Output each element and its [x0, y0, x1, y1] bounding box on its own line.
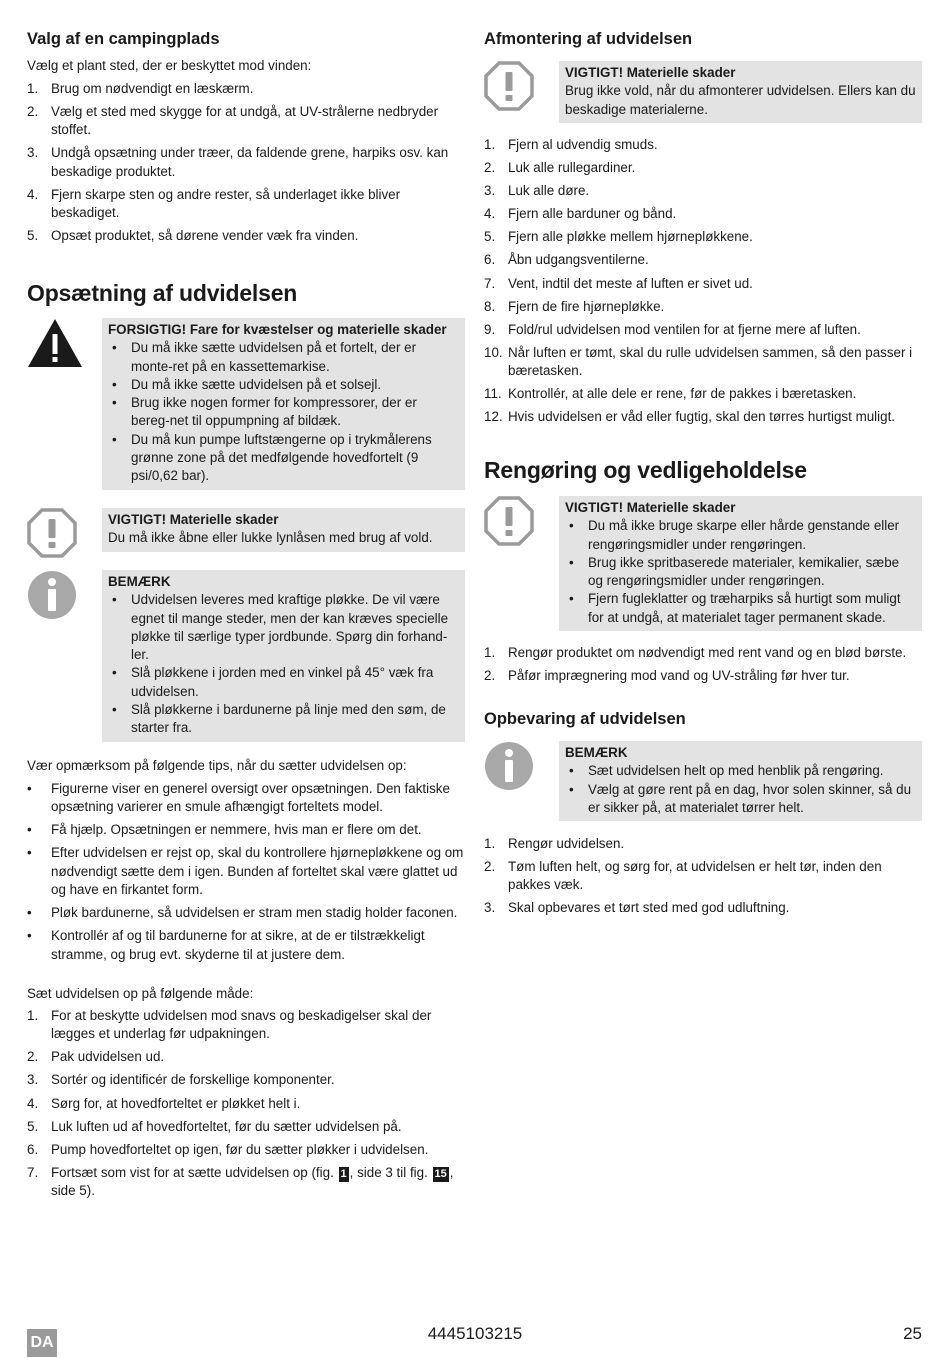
important-notice	[27, 508, 465, 552]
setup-steps	[27, 1007, 465, 1205]
cleaning-steps	[484, 644, 922, 690]
cleaning-notice-list	[565, 517, 916, 627]
list-item: 2. Påfør imprægnering mod vand og UV-stråling før hver tur.	[484, 668, 850, 684]
exclamation-octagon-icon	[484, 496, 534, 546]
caution-box	[102, 318, 465, 490]
list-item: 4. Fjern alle barduner og bånd.	[484, 206, 677, 222]
important-box	[102, 508, 465, 552]
campsite-intro: Vælg et plant sted, der er beskyttet mod vinden:	[27, 58, 312, 73]
list-item: • Udvidelsen leveres med kraftige pløkke. De vil være egnet til mange steder, men der kan kræves specielle pløkke til særlige typer jordbunde. Spørg din forhand-ler.	[108, 591, 459, 664]
info-icon	[484, 741, 534, 791]
note-box	[102, 570, 465, 742]
list-item: 2. Pak udvidelsen ud.	[27, 1049, 165, 1065]
language-badge: DA	[27, 1329, 57, 1357]
list-item: • Få hjælp. Opsætningen er nemmere, hvis man er flere om det.	[27, 821, 465, 839]
list-item: • Efter udvidelsen er rejst op, skal du kontrollere hjørnepløkkene og om nødvendigt sætte dem i igen. Bunden af forteltet skal være glattet ud og have en firkantet form.	[27, 844, 465, 899]
list-item: 5. Fjern alle pløkke mellem hjørnepløkkene.	[484, 229, 753, 245]
storage-note-title: BEMÆRK	[565, 745, 628, 760]
list-item: 1. Rengør udvidelsen.	[484, 836, 625, 851]
list-item: 7. Fortsæt som vist for at sætte udvidelsen op (fig. 1 , side 3 til fig. 15 , side 5).	[27, 1164, 454, 1199]
list-item: • Sæt udvidelsen helt op med henblik på rengøring.	[565, 762, 916, 780]
list-item: • Brug ikke nogen former for kompressorer, der er bereg-net til oppumpning af bildæk.	[108, 394, 459, 431]
steps-intro: Sæt udvidelsen op på følgende måde:	[27, 986, 254, 1001]
list-item: 2. Vælg et sted med skygge for at undgå, at UV-strålerne nedbryder stoffet.	[27, 104, 439, 138]
list-item: • Du må ikke sætte udvidelsen på et solsejl.	[108, 376, 459, 394]
list-item: 11. Kontrollér, at alle dele er rene, før de pakkes i bæretasken.	[484, 386, 857, 402]
disassembly-notice	[484, 61, 922, 123]
list-item: 1. Brug om nødvendigt en læskærm.	[27, 81, 254, 96]
list-item: • Du må ikke bruge skarpe eller hårde genstande eller rengøringsmidler under rengøringen.	[565, 517, 916, 554]
list-item: 2. Luk alle rullegardiner.	[484, 160, 636, 176]
list-item: • Slå pløkkerne i bardunerne på linje med den søm, de starter fra.	[108, 701, 459, 738]
list-item: 5. Opsæt produktet, så dørene vender væk fra vinden.	[27, 228, 359, 244]
storage-heading: Opbevaring af udvidelsen	[484, 710, 686, 728]
list-item: 6. Pump hovedforteltet op igen, før du sætter pløkker i udvidelsen.	[27, 1141, 429, 1157]
list-item: 5. Luk luften ud af hovedforteltet, før du sætter udvidelsen på.	[27, 1118, 402, 1134]
list-item: 6. Åbn udgangsventilerne.	[484, 252, 649, 268]
document-number: 4445103215	[427, 1324, 523, 1343]
note-title: BEMÆRK	[108, 574, 171, 589]
note-list	[108, 591, 459, 737]
list-item: 9. Fold/rul udvidelsen mod ventilen for at fjerne mere af luften.	[484, 321, 861, 337]
list-item: 7. Vent, indtil det meste af luften er sivet ud.	[484, 275, 753, 291]
list-item: 1. For at beskytte udvidelsen mod snavs og beskadigelser skal der lægges et underlag før udpakningen.	[27, 1008, 432, 1042]
caution-title: FORSIGTIG! Fare for kvæstelser og materielle skader	[108, 322, 447, 337]
list-item: 1. Rengør produktet om nødvendigt med rent vand og en blød børste.	[484, 645, 907, 660]
disassembly-notice-title: VIGTIGT! Materielle skader	[565, 65, 736, 80]
list-item: • Vælg at gøre rent på en dag, hvor solen skinner, så du er sikker på, at materialet tørrer helt.	[565, 781, 916, 818]
disassembly-box	[559, 61, 922, 123]
storage-steps	[484, 835, 922, 923]
list-item: • Du må ikke sætte udvidelsen på et fortelt, der er monte-ret på en kassettemarkise.	[108, 339, 459, 376]
list-item: 2. Tøm luften helt, og sørg for, at udvidelsen er helt tør, inden den pakkes væk.	[484, 859, 882, 893]
storage-note-list	[565, 762, 916, 817]
storage-note-box	[559, 741, 922, 821]
list-item: 3. Sortér og identificér de forskellige komponenter.	[27, 1072, 335, 1088]
disassembly-steps	[484, 136, 922, 431]
list-item: • Kontrollér af og til bardunerne for at sikre, at de er tilstrækkeligt stramme, og brug evt. skyderne til at justere dem.	[27, 927, 465, 964]
cleaning-heading: Rengøring og vedligeholdelse	[484, 457, 807, 483]
caution-notice	[27, 318, 465, 490]
list-item: 10. Når luften er tømt, skal du rulle udvidelsen sammen, så den passer i bæretasken.	[484, 344, 913, 379]
list-item: 3. Skal opbevares et tørt sted med god udluftning.	[484, 900, 790, 916]
important-title: VIGTIGT! Materielle skader	[108, 512, 279, 527]
campsite-list	[27, 80, 465, 250]
list-item: • Pløk bardunerne, så udvidelsen er stram men stadig holder faconen.	[27, 904, 465, 922]
setup-heading: Opsætning af udvidelsen	[27, 280, 298, 306]
exclamation-octagon-icon	[27, 508, 77, 558]
cleaning-notice	[484, 496, 922, 631]
list-item: 4. Sørg for, at hovedforteltet er pløkket helt i.	[27, 1095, 301, 1111]
cleaning-notice-title: VIGTIGT! Materielle skader	[565, 500, 736, 515]
list-item: 3. Undgå opsætning under træer, da faldende grene, harpiks osv. kan beskadige produktet.	[27, 145, 449, 179]
campsite-heading: Valg af en campingplads	[27, 30, 220, 48]
warning-triangle-icon	[27, 318, 83, 368]
list-item: 3. Luk alle døre.	[484, 183, 590, 199]
important-text: Du må ikke åbne eller lukke lynlåsen med brug af vold.	[108, 530, 433, 546]
tips-list	[27, 780, 465, 969]
note-notice	[27, 570, 465, 742]
list-item: • Brug ikke spritbaserede materialer, kemikalier, sæbe og rengøringsmidler under rengøringen.	[565, 554, 916, 591]
list-item: • Du må kun pumpe luftstængerne op i trykmålerens grønne zone på det medfølgende hovedfortelt (9 psi/0,62 bar).	[108, 431, 459, 486]
list-item: 8. Fjern de fire hjørnepløkke.	[484, 298, 665, 314]
page-number: 25	[903, 1324, 922, 1343]
list-item: 12. Hvis udvidelsen er våd eller fugtig, skal den tørres hurtigst muligt.	[484, 409, 896, 425]
list-item: • Figurerne viser en generel oversigt over opsætningen. Den faktiske opsætning varierer en smule afhængigt forteltets model.	[27, 780, 465, 817]
figure-ref-badge: 1	[340, 1167, 347, 1180]
list-item: 4. Fjern skarpe sten og andre rester, så underlaget ikke bliver beskadiget.	[27, 186, 401, 221]
exclamation-octagon-icon	[484, 61, 534, 111]
caution-list	[108, 339, 459, 485]
figure-ref-badge: 15	[434, 1167, 447, 1180]
tips-intro: Vær opmærksom på følgende tips, når du sætter udvidelsen op:	[27, 758, 407, 773]
list-item: 1. Fjern al udvendig smuds.	[484, 137, 658, 152]
cleaning-box	[559, 496, 922, 631]
disassembly-notice-text: Brug ikke vold, når du afmonterer udvidelsen. Ellers kan du beskadige materialerne.	[565, 83, 916, 117]
list-item: • Slå pløkkene i jorden med en vinkel på 45° væk fra udvidelsen.	[108, 664, 459, 701]
info-icon	[27, 570, 77, 620]
disassembly-heading: Afmontering af udvidelsen	[484, 30, 693, 48]
storage-note	[484, 741, 922, 821]
list-item: • Fjern fugleklatter og træharpiks så hurtigt som muligt for at undgå, at materialet tager permanent skade.	[565, 590, 916, 627]
